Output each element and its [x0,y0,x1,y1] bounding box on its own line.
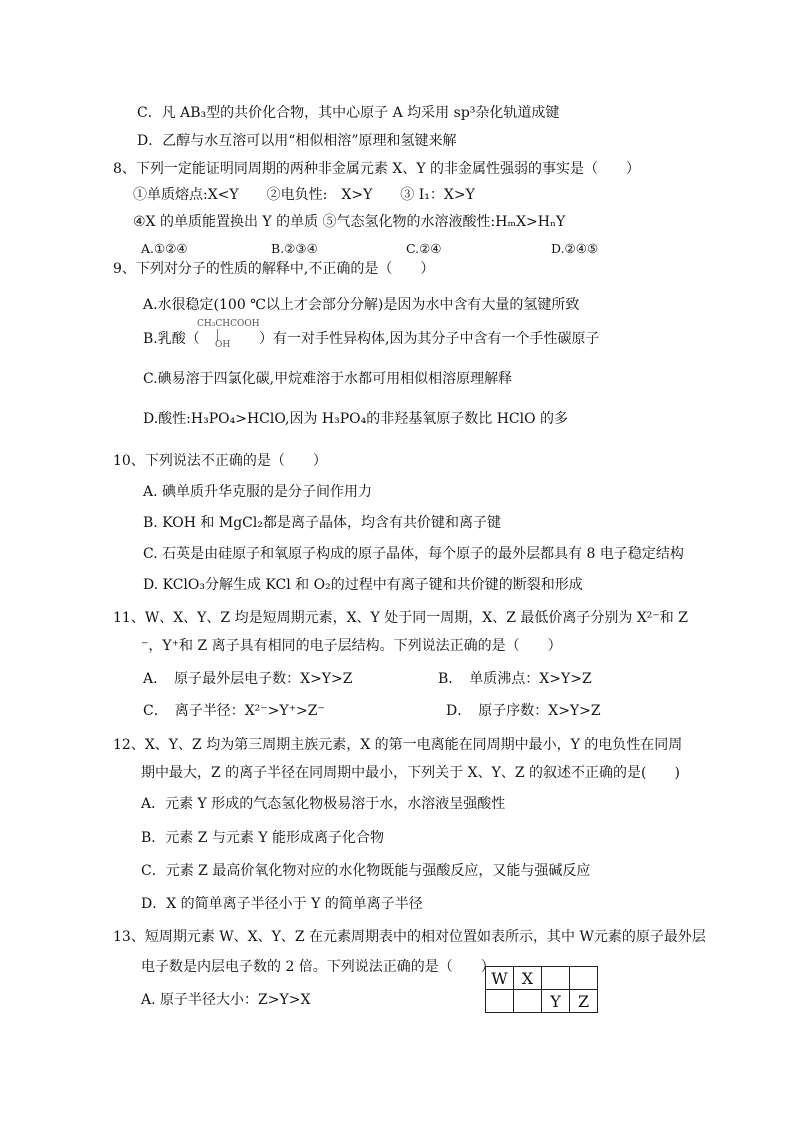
q9-option-b-prefix: B.乳酸（ [143,331,200,347]
q11-stem-line1: 11、W、X、Y、Z 均是短周期元素，X、Y 处于同一周期，X、Z 最低价离子分别为 X²⁻和 Z [113,610,688,626]
q8-line2: ④X 的单质能置换出 Y 的单质 ⑤气态氢化物的水溶液酸性:HₘX>HₙY [133,214,566,230]
q8-stem: 8、下列一定能证明同周期的两种非金属元素 X、Y 的非金属性强弱的事实是（ ） [113,161,641,177]
lactic-acid-chain: CH₃CHCOOH [197,319,260,329]
option-c-ab3: C．凡 AB₃型的共价化合物，其中心原子 A 均采用 sp³杂化轨道成键 [137,105,560,121]
table-cell: Z [570,990,598,1013]
q8-option-b: B.②③④ [271,241,318,256]
q11-option-d: D． 原子序数：X>Y>Z [446,703,601,719]
q8-option-d: D.②④⑤ [551,241,599,256]
q10-option-b: B. KOH 和 MgCl₂都是离子晶体，均含有共价键和离子键 [143,515,501,531]
q10-stem: 10、下列说法不正确的是（ ） [113,453,327,469]
periodic-table-fragment [485,966,598,1013]
q9-option-c: C.碘易溶于四氯化碳,甲烷难溶于水都可用相似相溶原理解释 [143,371,513,387]
q9-option-d: D.酸性:H₃PO₄>HClO,因为 H₃PO₄的非羟基氧原子数比 HClO 的多 [143,411,569,427]
q9-option-b-suffix: ）有一对手性异构体,因为其分子中含有一个手性碳原子 [259,331,600,347]
q12-option-b: B．元素 Z 与元素 Y 能形成离子化合物 [141,830,385,846]
lactic-acid-structure [197,319,259,351]
q8-line1: ①单质熔点:X<Y ②电负性: X>Y ③ I₁：X>Y [133,187,475,203]
table-cell [514,990,542,1013]
q12-option-d: D．X 的简单离子半径小于 Y 的简单离子半径 [141,896,423,912]
table-cell: Y [542,990,570,1013]
hydroxyl-group: OH [215,340,231,350]
q9-option-a: A.水很稳定(100 ℃以上才会部分分解)是因为水中含有大量的氢键所致 [143,297,580,313]
table-cell [486,990,514,1013]
q13-option-a: A. 原子半径大小：Z>Y>X [141,992,311,1008]
q11-stem-line2: ⁻，Y⁺和 Z 离子具有相同的电子层结构。下列说法正确的是（ ） [141,638,562,654]
q11-option-c: C． 离子半径：X²⁻>Y⁺>Z⁻ [143,703,325,719]
option-d-ethanol: D．乙醇与水互溶可以用“相似相溶”原理和氢键来解 [137,133,457,149]
table-row [486,967,598,990]
table-cell [542,967,570,990]
q12-stem-line1: 12、X、Y、Z 均为第三周期主族元素，X 的第一电离能在同周期中最小，Y 的电负性在同周 [113,737,683,753]
q10-option-d: D. KClO₃分解生成 KCl 和 O₂的过程中有离子键和共价键的断裂和形成 [143,577,583,593]
table-cell [570,967,598,990]
q11-option-b: B． 单质沸点：X>Y>Z [438,671,592,687]
table-cell: W [486,967,514,990]
table-row [486,990,598,1013]
q9-stem: 9、下列对分子的性质的解释中,不正确的是（ ） [113,261,435,277]
q12-stem-line2: 期中最大，Z 的离子半径在同周期中最小，下列关于 X、Y、Z 的叙述不正确的是( ) [141,765,680,781]
q13-stem-line2: 电子数是内层电子数的 2 倍。下列说法正确的是（ ） [141,959,495,975]
q10-option-a: A. 碘单质升华克服的是分子间作用力 [143,484,373,500]
q12-option-a: A．元素 Y 形成的气态氢化物极易溶于水，水溶液呈强酸性 [141,796,506,812]
q10-option-c: C. 石英是由硅原子和氧原子构成的原子晶体，每个原子的最外层都具有 8 电子稳定结构 [143,546,684,562]
q11-option-a: A． 原子最外层电子数：X>Y>Z [143,671,353,687]
q13-stem-line1: 13、短周期元素 W、X、Y、Z 在元素周期表中的相对位置如表所示，其中 W元素的原子最外层 [113,929,706,945]
q12-option-c: C．元素 Z 最高价氧化物对应的水化物既能与强酸反应，又能与强碱反应 [141,863,591,879]
q8-option-c: C.②④ [406,241,442,256]
table-cell: X [514,967,542,990]
q8-option-a: A.①②④ [141,241,188,256]
